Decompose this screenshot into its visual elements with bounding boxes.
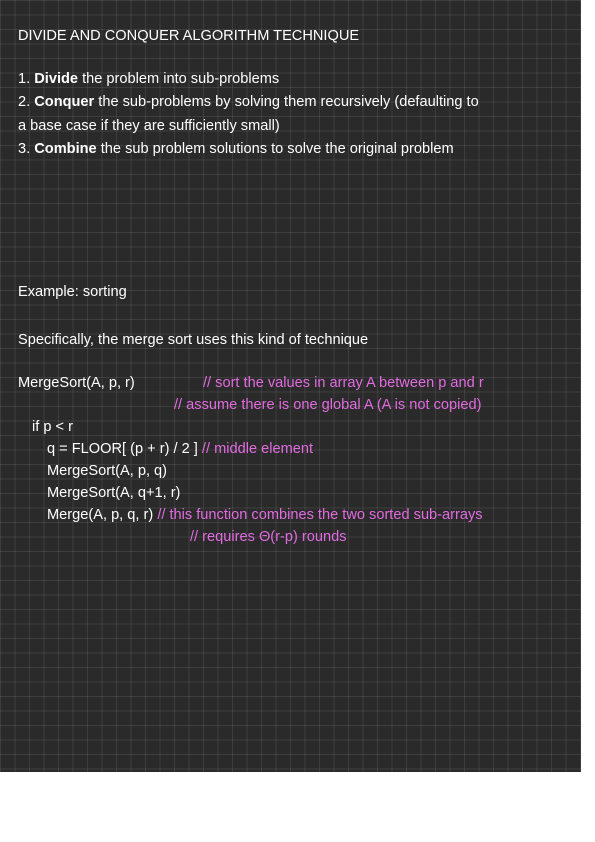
code-comment-rounds: // requires Θ(r-p) rounds [190, 529, 347, 545]
code-comment-sort: // sort the values in array A between p and r [203, 375, 484, 391]
step-2-text: the sub-problems by solving them recursively (defaulting to [94, 94, 479, 110]
code-if: if p < r [32, 419, 73, 435]
step-3 [18, 140, 454, 158]
code-comment-global: // assume there is one global A (A is not copied) [174, 397, 482, 413]
step-2-keyword: Conquer [34, 94, 95, 110]
example-heading: Example: sorting [18, 284, 127, 300]
code-mergesort-left: MergeSort(A, p, q) [47, 463, 168, 479]
step-3-number: 3. [18, 141, 31, 157]
step-2-number: 2. [18, 94, 31, 110]
page-title: DIVIDE AND CONQUER ALGORITHM TECHNIQUE [18, 28, 360, 44]
step-1-text: the problem into sub-problems [78, 71, 280, 87]
step-1-keyword: Divide [34, 71, 79, 87]
code-merge-call: Merge(A, p, q, r) [47, 507, 154, 523]
code-comment-middle: // middle element [201, 441, 314, 457]
step-2 [18, 93, 479, 111]
code-mergesort-signature: MergeSort(A, p, r) [18, 375, 135, 391]
step-3-keyword: Combine [34, 141, 97, 157]
code-q-expression: q = FLOOR[ (p + r) / 2 ] [47, 441, 198, 457]
specifically-text: Specifically, the merge sort uses this kind of technique [18, 332, 369, 348]
step-2-continued: a base case if they are sufficiently small) [18, 118, 280, 134]
code-mergesort-right: MergeSort(A, q+1, r) [47, 485, 181, 501]
code-merge [47, 506, 483, 524]
step-3-text: the sub problem solutions to solve the original problem [96, 141, 454, 157]
code-q-assign [47, 440, 313, 458]
step-1-number: 1. [18, 71, 31, 87]
step-1 [18, 70, 279, 88]
code-comment-merge: // this function combines the two sorted sub-arrays [157, 507, 483, 523]
